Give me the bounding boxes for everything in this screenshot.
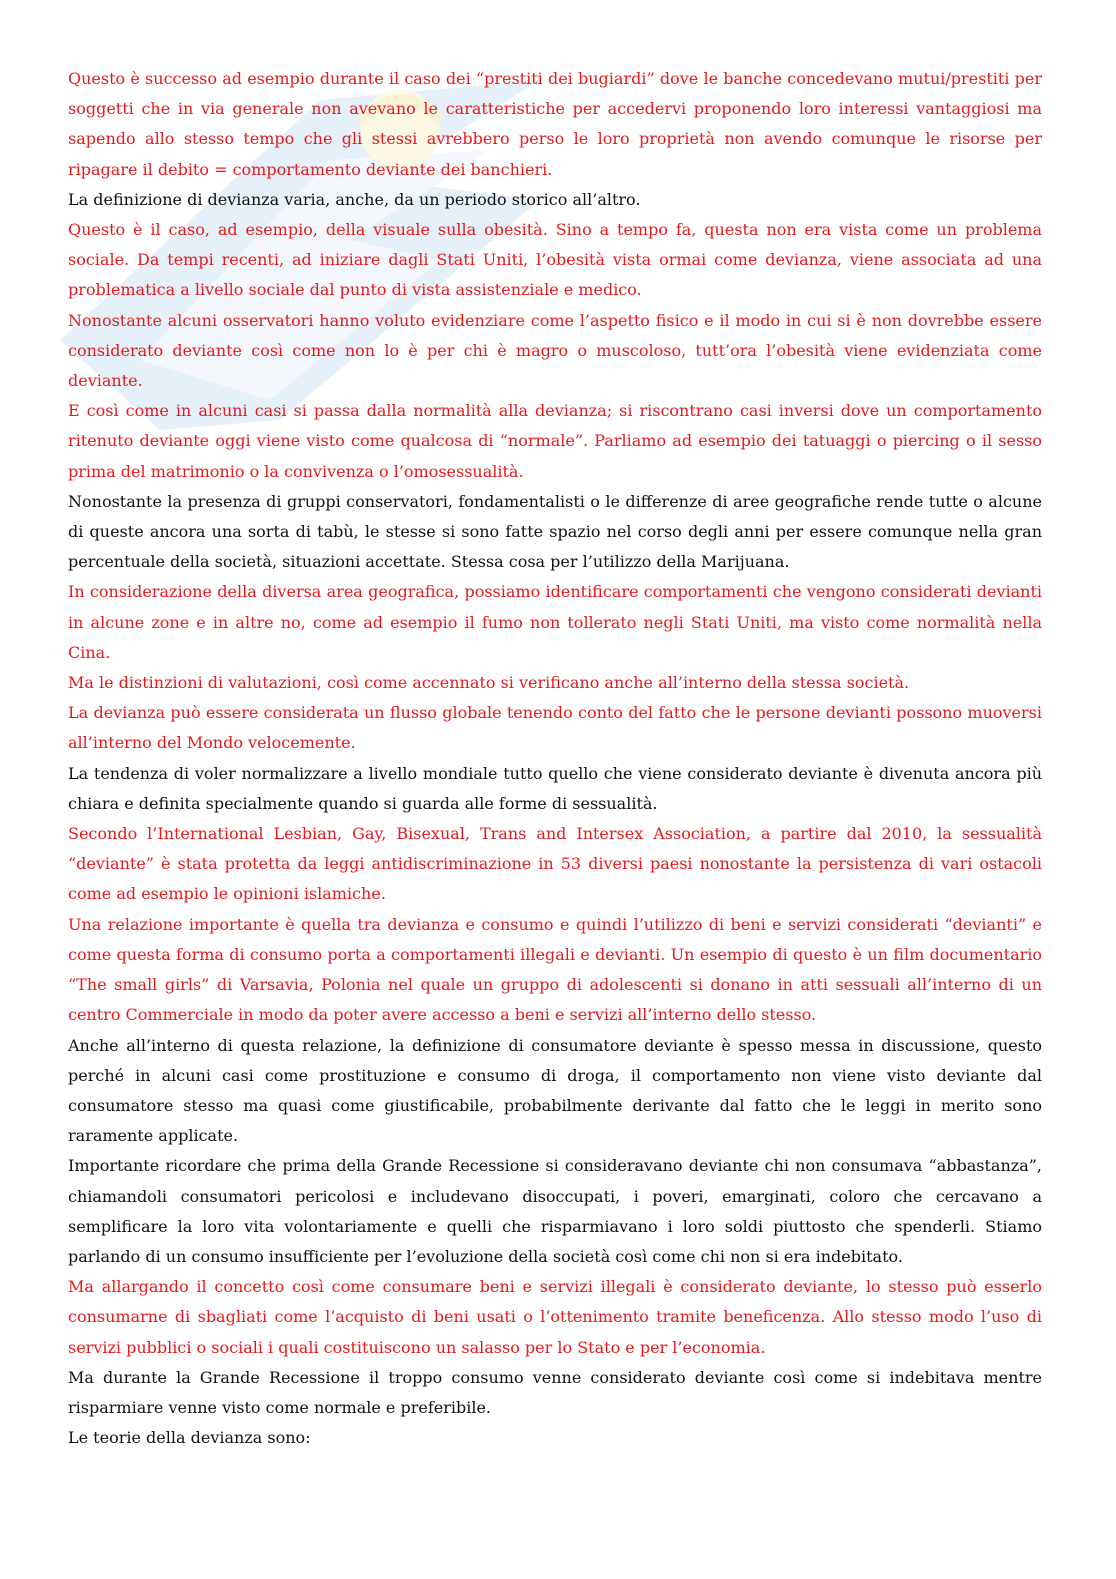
paragraph: Ma allargando il concetto così come consumare beni e servizi illegali è considerato deviante, lo stesso può esserlo consumarne di sbagliati come l’acquisto di beni usati o l’ottenimento tramite beneficenza. Allo stesso modo l’uso di servizi pubblici o sociali i quali costituiscono un salasso per lo Stato e per l’economia. — [68, 1277, 1042, 1357]
document-body — [68, 64, 1042, 1453]
paragraph: Le teorie della devianza sono: — [68, 1428, 311, 1448]
paragraph: Nonostante alcuni osservatori hanno voluto evidenziare come l’aspetto fisico e il modo in cui si è non dovrebbe essere considerato deviante così come non lo è per chi è magro o muscoloso, tutt’ora l’obesità viene evidenziata come deviante. — [68, 310, 1042, 391]
paragraph: La devianza può essere considerata un flusso globale tenendo conto del fatto che le persone devianti possono muoversi all’interno del Mondo velocemente. — [68, 703, 1042, 753]
paragraph: Questo è successo ad esempio durante il caso dei “prestiti dei bugiardi” dove le banche concedevano mutui/prestiti per soggetti che in via generale non avevano le caratteristiche per accedervi proponendo loro interessi vantaggiosi ma sapendo allo stesso tempo che gli stessi avrebbero perso le loro proprietà non avendo comunque le risorse per ripagare il debito = comportamento deviante dei banchieri. — [68, 69, 1042, 179]
paragraph: In considerazione della diversa area geografica, possiamo identificare comportamenti che vengono considerati devianti in alcune zone e in altre no, come ad esempio il fumo non tollerato negli Stati Uniti, ma visto come normalità nella Cina. — [68, 582, 1042, 662]
paragraph: Ma durante la Grande Recessione il troppo consumo venne considerato deviante così come si indebitava mentre risparmiare venne visto come normale e preferibile. — [68, 1367, 1042, 1417]
paragraph: Nonostante la presenza di gruppi conservatori, fondamentalisti o le differenze di aree geografiche rende tutte o alcune di queste ancora una sorta di tabù, le stesse si sono fatte spazio nel corso degli anni per essere comunque nella gran percentuale della società, situazioni accettate. Stessa cosa per l’utilizzo della Marijuana. — [68, 491, 1042, 572]
paragraph: La tendenza di voler normalizzare a livello mondiale tutto quello che viene considerato deviante è divenuta ancora più chiara e definita specialmente quando si guarda alle forme di sessualità. — [68, 763, 1042, 813]
paragraph: Importante ricordare che prima della Grande Recessione si consideravano deviante chi non consumava “abbastanza”, chiamandoli consumatori pericolosi e includevano disoccupati, i poveri, emarginati, coloro che cercavano a semplificare la loro vita volontariamente e quelli che risparmiavano i loro soldi piuttosto che spenderli. Stiamo parlando di un consumo insufficiente per l’evoluzione della società così come chi non si era indebitato. — [68, 1156, 1042, 1266]
paragraph: Una relazione importante è quella tra devianza e consumo e quindi l’utilizzo di beni e servizi considerati “devianti” e come questa forma di consumo porta a comportamenti illegali e devianti. Un esempio di questo è un film documentario “The small girls” di Varsavia, Polonia nel quale un gruppo di adolescenti si donano in atti sessuali all’interno di un centro Commerciale in modo da poter avere accesso a beni e servizi all’interno dello stesso. — [68, 914, 1042, 1025]
paragraph: Questo è il caso, ad esempio, della visuale sulla obesità. Sino a tempo fa, questa non era vista come un problema sociale. Da tempi recenti, ad iniziare dagli Stati Uniti, l’obesità vista ormai come devianza, viene associata ad una problematica a livello sociale dal punto di vista assistenziale e medico. — [68, 220, 1042, 300]
paragraph: La definizione di devianza varia, anche, da un periodo storico all’altro. — [68, 189, 641, 209]
paragraph: Anche all’interno di questa relazione, la definizione di consumatore deviante è spesso messa in discussione, questo perché in alcuni casi come prostituzione e consumo di droga, il comportamento non viene visto deviante dal consumatore stesso ma quasi come giustificabile, probabilmente derivante dal fatto che le leggi in merito sono raramente applicate. — [68, 1035, 1042, 1146]
paragraph: Ma le distinzioni di valutazioni, così come accennato si verificano anche all’interno della stessa società. — [68, 673, 910, 693]
paragraph: E così come in alcuni casi si passa dalla normalità alla devianza; si riscontrano casi inversi dove un comportamento ritenuto deviante oggi viene visto come qualcosa di “normale”. Parliamo ad esempio dei tatuaggi o piercing o il sesso prima del matrimonio o la convivenza o l’omosessualità. — [68, 401, 1042, 481]
paragraph: Secondo l’International Lesbian, Gay, Bisexual, Trans and Intersex Association, a partire dal 2010, la sessualità “deviante” è stata protetta da leggi antidiscriminazione in 53 diversi paesi nonostante la persistenza di vari ostacoli come ad esempio le opinioni islamiche. — [68, 824, 1042, 904]
